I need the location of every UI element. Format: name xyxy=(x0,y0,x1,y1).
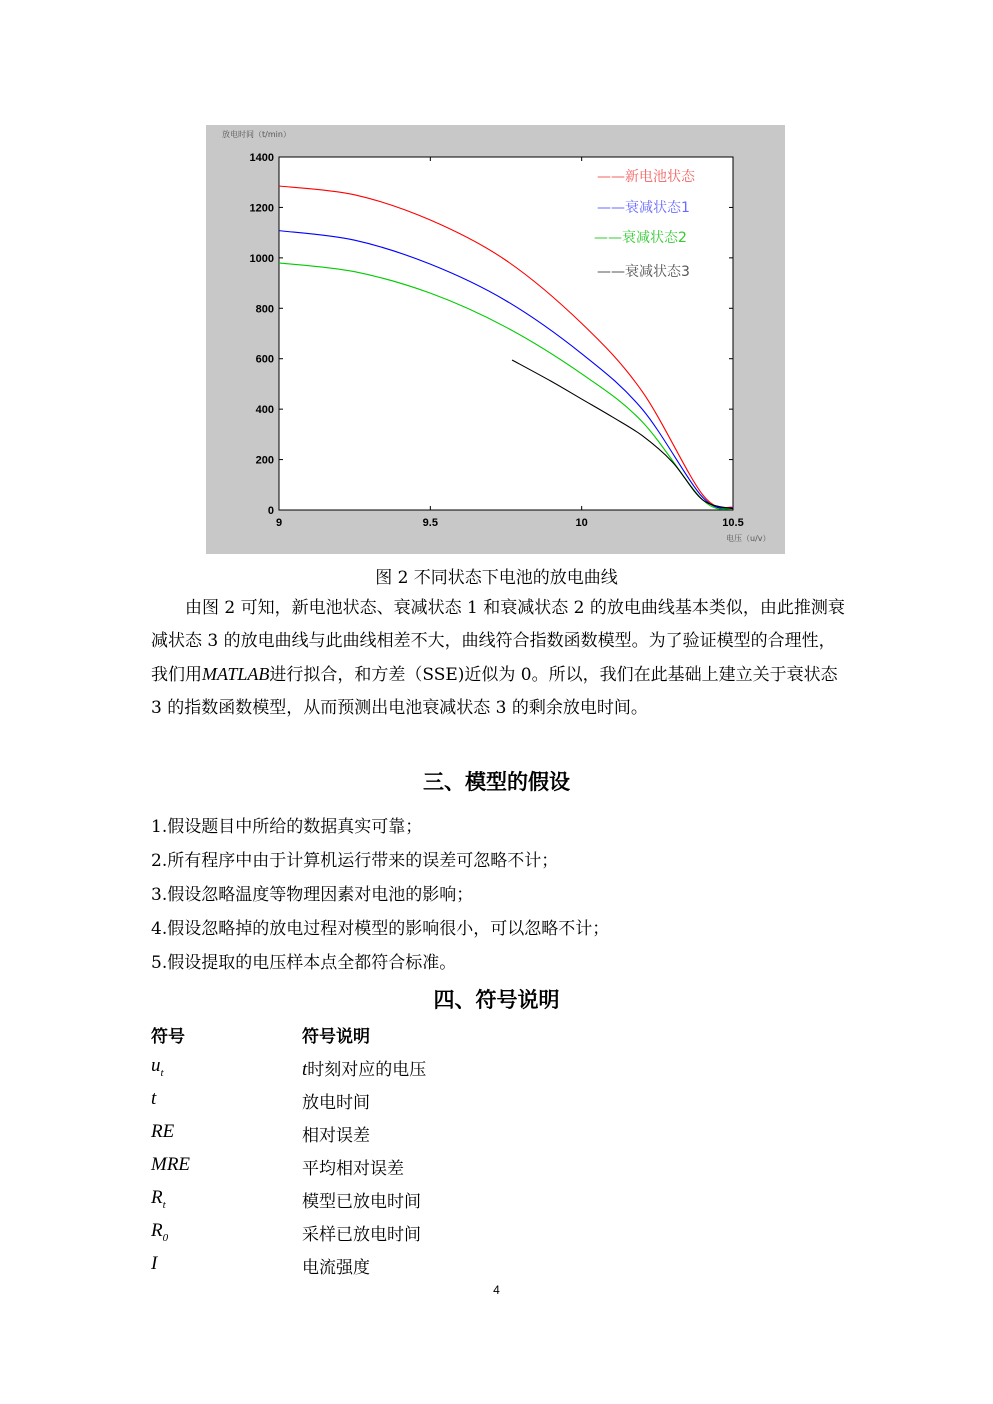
description-cell: 电流强度 xyxy=(302,1258,370,1278)
description-cell: 模型已放电时间 xyxy=(302,1192,421,1212)
x-tick-label: 10.5 xyxy=(722,517,744,529)
y-tick-label: 400 xyxy=(255,404,274,417)
x-tick-label: 9 xyxy=(275,517,283,529)
table-row xyxy=(151,1154,751,1187)
assumption-item: 1.假设题目中所给的数据真实可靠； xyxy=(151,817,423,837)
description-cell: 平均相对误差 xyxy=(302,1159,404,1179)
description-cell: 相对误差 xyxy=(302,1126,370,1146)
paragraph-text-2: 进行拟合，和方差（SSE)近似为 0。所以，我们在此基础上建立关于衰状态 3 的指数函数模型，从而预测出电池衰减状态 3 的剩余放电时间。 xyxy=(151,665,838,718)
legend-entry: ——衰减状态1 xyxy=(597,200,690,216)
analysis-paragraph xyxy=(151,592,851,725)
assumption-item: 5.假设提取的电压样本点全都符合标准。 xyxy=(151,953,457,973)
discharge-curve-chart xyxy=(206,125,785,554)
assumption-item: 2.所有程序中由于计算机运行带来的误差可忽略不计； xyxy=(151,851,559,871)
symbol-cell: $R_t$ xyxy=(151,1187,166,1211)
paragraph-text-1: 由图 2 可知，新电池状态、衰减状态 1 和衰减状态 2 的放电曲线基本类似，由此推测衰减状态 3 的放电曲线与此曲线相差不大，曲线符合指数函数模型。为了验证模型的合理性，我们用 xyxy=(151,598,845,685)
legend-entry: ——衰减状态2 xyxy=(594,230,687,246)
x-tick-label: 10 xyxy=(575,517,588,529)
description-column-header: 符号说明 xyxy=(302,1027,370,1047)
y-tick-label: 0 xyxy=(267,505,274,517)
y-axis-label: 放电时间（t/min） xyxy=(222,130,291,139)
figure-caption: 图 2 不同状态下电池的放电曲线 xyxy=(375,568,618,588)
y-tick-label: 600 xyxy=(255,353,274,366)
y-tick-label: 1000 xyxy=(249,252,274,265)
symbol-cell: RE xyxy=(151,1121,175,1142)
assumption-list xyxy=(151,810,851,980)
symbol-table-header xyxy=(151,1022,751,1055)
table-row xyxy=(151,1055,751,1088)
description-cell: 采样已放电时间 xyxy=(302,1225,421,1245)
table-row xyxy=(151,1220,751,1253)
description-cell: t时刻对应的电压 xyxy=(302,1059,427,1080)
assumption-item: 3.假设忽略温度等物理因素对电池的影响； xyxy=(151,885,474,905)
y-tick-label: 800 xyxy=(255,303,274,316)
symbol-table xyxy=(151,1022,751,1286)
table-row xyxy=(151,1253,751,1286)
x-tick-label: 9.5 xyxy=(422,517,438,529)
section-4-title: 四、符号说明 xyxy=(433,988,560,1012)
symbol-cell: I xyxy=(151,1253,158,1274)
table-row xyxy=(151,1088,751,1121)
symbol-cell: $u_t$ xyxy=(151,1055,164,1079)
y-tick-label: 1200 xyxy=(249,202,274,215)
discharge-curve-figure xyxy=(206,125,785,554)
page-number: 4 xyxy=(493,1283,500,1297)
x-axis-label: 电压（u/v） xyxy=(726,534,771,543)
symbol-cell: $R_0$ xyxy=(151,1220,169,1244)
legend-entry: ——衰减状态3 xyxy=(597,264,690,280)
symbol-cell: t xyxy=(151,1088,157,1109)
legend-entry: ——新电池状态 xyxy=(597,169,695,185)
symbol-column-header: 符号 xyxy=(151,1027,185,1047)
table-row xyxy=(151,1187,751,1220)
assumption-item: 4.假设忽略掉的放电过程对模型的影响很小，可以忽略不计； xyxy=(151,919,610,939)
y-tick-label: 1400 xyxy=(249,152,274,164)
y-tick-label: 200 xyxy=(255,454,274,467)
symbol-cell: MRE xyxy=(151,1154,191,1175)
description-cell: 放电时间 xyxy=(302,1093,370,1113)
section-3-title: 三、模型的假设 xyxy=(423,770,570,794)
matlab-term: MATLAB xyxy=(202,664,270,684)
table-row xyxy=(151,1121,751,1154)
